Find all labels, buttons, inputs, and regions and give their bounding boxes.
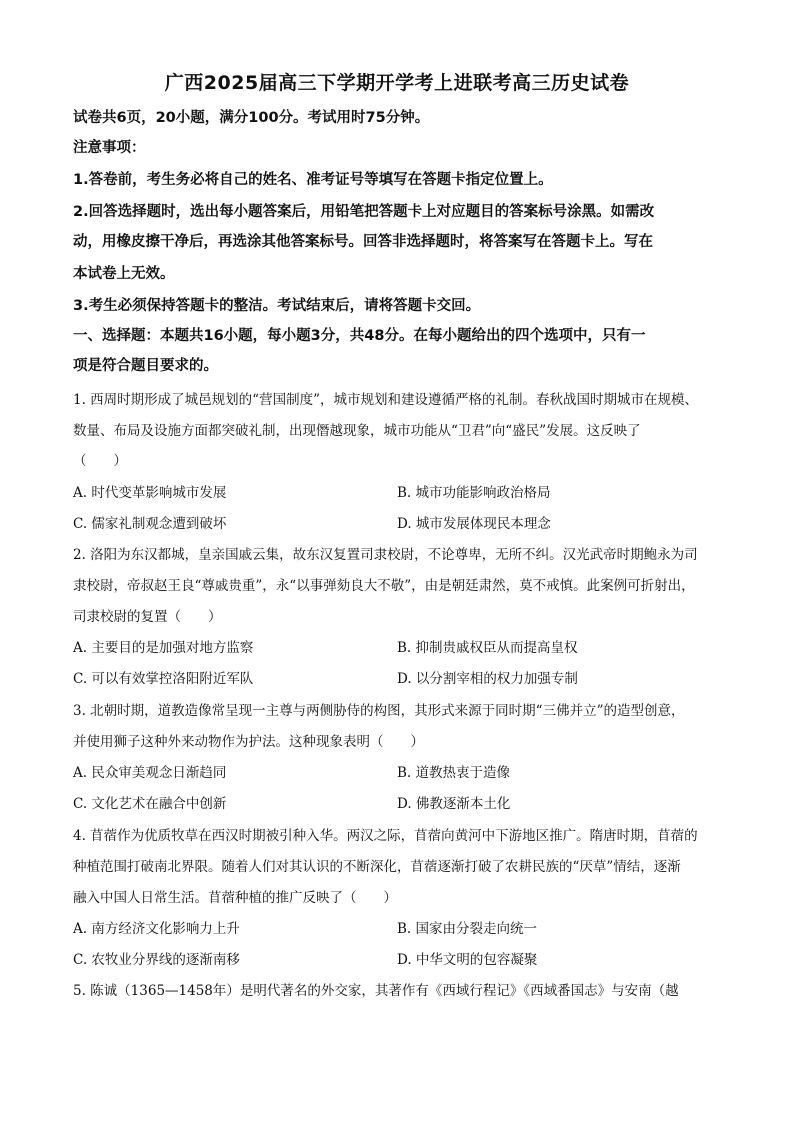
notice-heading: 注意事项： — [73, 140, 146, 156]
notice-2-cont: 动，用橡皮擦干净后，再选涂其他答案标号。回答非选择题时，将答案写在答题卡上。写在 — [73, 234, 653, 250]
question-2-option-a[interactable]: A. 主要目的是加强对地方监察 — [73, 640, 254, 656]
page-title: 广西2025届高三下学期开学考上进联考高三历史试卷 — [164, 72, 630, 94]
question-4-line-2: 种植范围打破南北界限。随着人们对其认识的不断深化，苜蓿逐渐打破了农耕民族的“厌草”情结，逐渐 — [73, 859, 681, 875]
question-1-option-c[interactable]: C. 儒家礼制观念遭到破坏 — [73, 516, 227, 532]
question-2-line-2: 隶校尉，帝叔赵王良“尊戚贵重”，永“以事弹劾良大不敬”，由是朝廷肃然，莫不戒慎。此案例可折射出， — [73, 578, 695, 594]
question-4-option-d[interactable]: D. 中华文明的包容凝聚 — [397, 952, 538, 968]
question-3-option-a[interactable]: A. 民众审美观念日渐趋同 — [73, 765, 227, 781]
question-3-line-2: 并使用狮子这种外来动物作为护法。这种现象表明（ ） — [73, 734, 424, 750]
question-3-option-d[interactable]: D. 佛教逐渐本土化 — [397, 796, 511, 812]
notice-2: 2.回答选择题时，选出每小题答案后，用铅笔把答题卡上对应题目的答案标号涂黑。如需改 — [73, 204, 655, 220]
question-1-option-a[interactable]: A. 时代变革影响城市发展 — [73, 485, 227, 501]
section-heading: 一、选择题：本题共16小题，每小题3分，共48分。在每小题给出的四个选项中，只有一 — [73, 328, 646, 344]
notice-3: 3.考生必须保持答题卡的整洁。考试结束后，请将答题卡交回。 — [73, 298, 481, 314]
question-1-line-3: （ ） — [73, 453, 127, 469]
question-2-option-c[interactable]: C. 可以有效掌控洛阳附近军队 — [73, 671, 254, 687]
question-4-line-1: 4. 苜蓿作为优质牧草在西汉时期被引种入华。两汉之际，苜蓿向黄河中下游地区推广。隋唐时期，苜蓿的 — [73, 828, 698, 844]
question-5-line-1: 5. 陈诚（1365—1458年）是明代著名的外交家，其著作有《西域行程记》《西域番国志》与安南（越 — [73, 983, 679, 999]
question-4-option-b[interactable]: B. 国家由分裂走向统一 — [397, 921, 538, 937]
question-2-option-d[interactable]: D. 以分割宰相的权力加强专制 — [397, 671, 578, 687]
question-2-line-1: 2. 洛阳为东汉都城，皇亲国戚云集，故东汉复置司隶校尉，不论尊卑，无所不纠。汉光武帝时期鲍永为司 — [73, 547, 698, 563]
question-1-option-b[interactable]: B. 城市功能影响政治格局 — [397, 485, 551, 501]
question-4-option-c[interactable]: C. 农牧业分界线的逐渐南移 — [73, 952, 240, 968]
question-1-line-1: 1. 西周时期形成了城邑规划的“营国制度”，城市规划和建设遵循严格的礼制。春秋战国时期城市在规模、 — [73, 392, 698, 408]
question-3-option-c[interactable]: C. 文化艺术在融合中创新 — [73, 796, 227, 812]
section-heading-cont: 项是符合题目要求的。 — [73, 358, 218, 374]
question-4-line-3: 融入中国人日常生活。苜蓿种植的推广反映了（ ） — [73, 890, 397, 906]
question-3-option-b[interactable]: B. 道教热衷于造像 — [397, 765, 511, 781]
question-2-option-b[interactable]: B. 抑制贵戚权臣从而提高皇权 — [397, 640, 578, 656]
question-1-line-2: 数量、布局及设施方面都突破礼制，出现僭越现象，城市功能从“卫君”向“盛民”发展。这反映了 — [73, 423, 641, 439]
question-4-option-a[interactable]: A. 南方经济文化影响力上升 — [73, 921, 240, 937]
question-3-line-1: 3. 北朝时期，道教造像常呈现一主尊与两侧胁侍的构图，其形式来源于同时期“三佛并立”的造型创意， — [73, 703, 685, 719]
notice-2-end: 本试卷上无效。 — [73, 266, 175, 282]
notice-1: 1.答卷前，考生务必将自己的姓名、准考证号等填写在答题卡指定位置上。 — [73, 172, 553, 188]
exam-info: 试卷共6页，20小题，满分100分。考试用时75分钟。 — [73, 110, 430, 126]
question-2-line-3: 司隶校尉的复置（ ） — [73, 609, 222, 625]
question-1-option-d[interactable]: D. 城市发展体现民本理念 — [397, 516, 551, 532]
